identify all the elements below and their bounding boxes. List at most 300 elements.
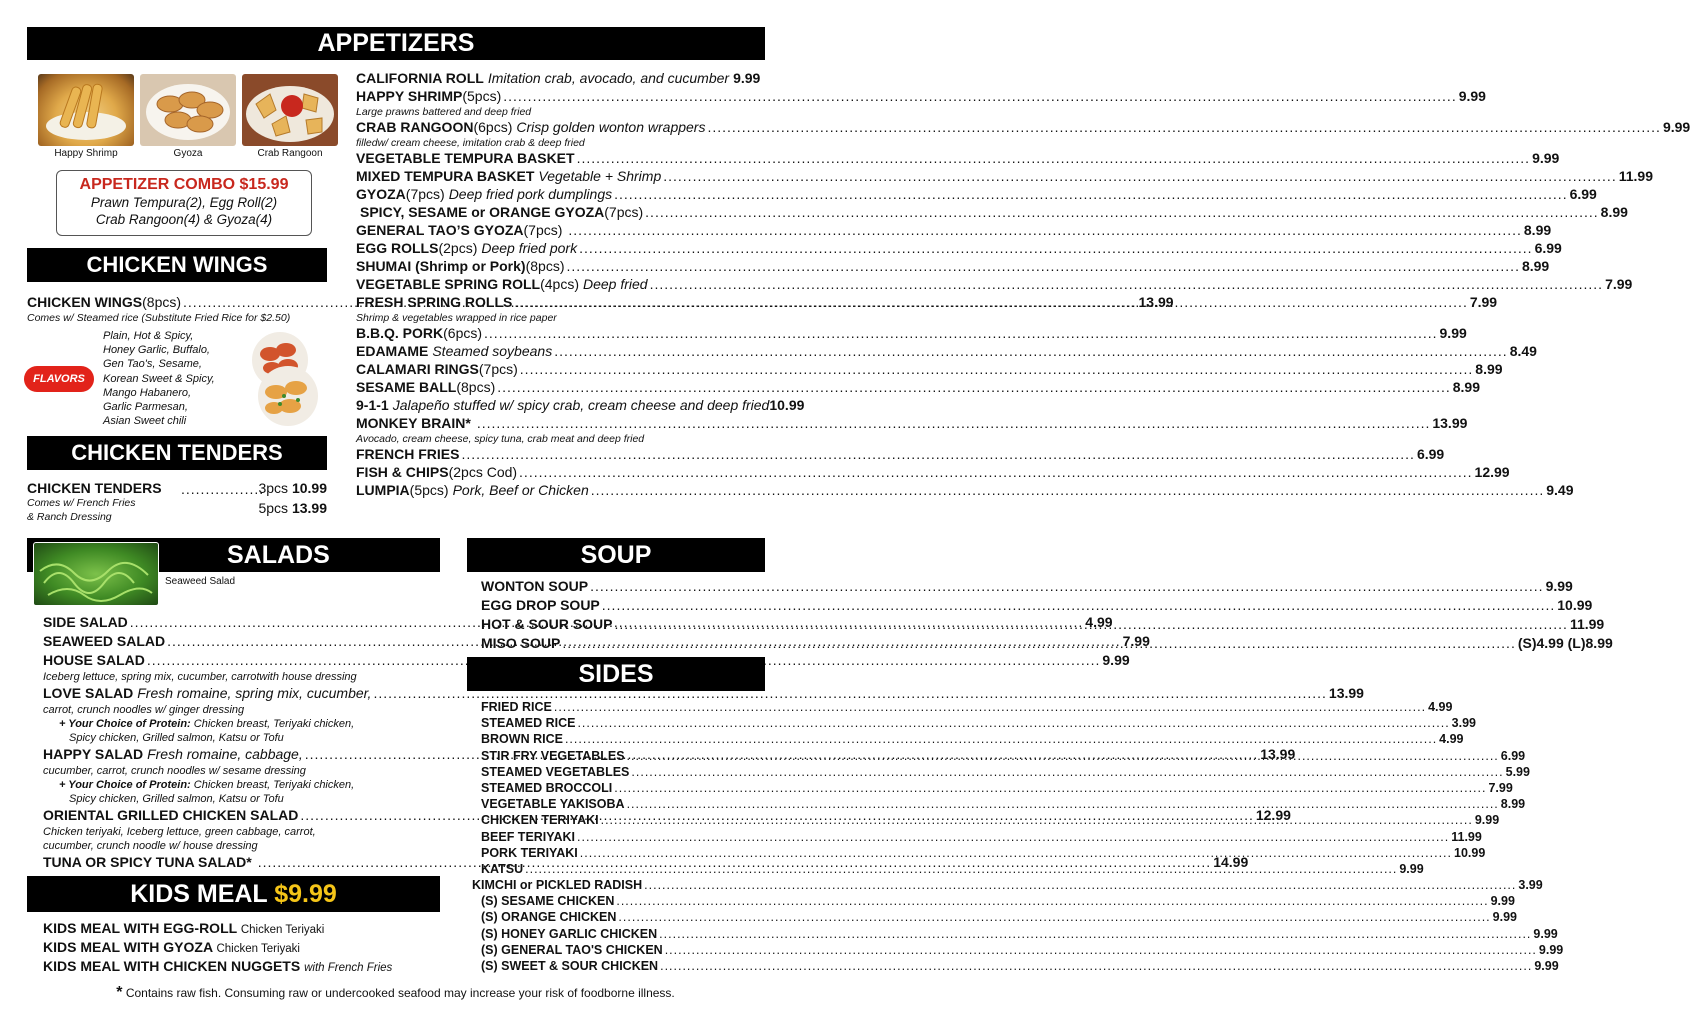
item-name bbox=[356, 119, 512, 135]
item-name-text: KATSU bbox=[481, 861, 524, 876]
item-name-text: CALIFORNIA ROLL bbox=[356, 70, 484, 86]
dot-leader bbox=[707, 119, 1660, 135]
menu-item-row bbox=[467, 764, 1530, 781]
item-name bbox=[356, 361, 518, 377]
item-price: 4.99 bbox=[1439, 732, 1464, 747]
item-name-text: SIDE SALAD bbox=[43, 614, 128, 630]
appetizers-banner bbox=[27, 27, 765, 60]
item-quantity: (6pcs) bbox=[443, 325, 483, 341]
dot-leader bbox=[577, 150, 1530, 166]
item-price: 6.99 bbox=[1416, 446, 1445, 462]
item-name-text: CALAMARI RINGS bbox=[356, 361, 479, 377]
gyoza-caption: Gyoza bbox=[173, 148, 203, 159]
item-name-text: HOT & SOUR SOUP bbox=[481, 616, 613, 632]
item-price: 7.99 bbox=[1122, 633, 1150, 649]
item-subtext: Shrimp & vegetables wrapped in rice paper bbox=[356, 312, 557, 324]
item-price: 9.99 bbox=[1399, 861, 1424, 876]
wings-qty: (8pcs) bbox=[142, 294, 182, 310]
item-name bbox=[43, 746, 143, 762]
item-quantity: (5pcs) bbox=[462, 88, 502, 104]
item-name-text: LUMPIA bbox=[356, 482, 410, 498]
kids-meal-item bbox=[43, 920, 443, 939]
item-description: Fresh romaine, cabbage, bbox=[147, 746, 303, 762]
item-price: 9.99 bbox=[733, 70, 761, 86]
item-name-text: (S) SWEET & SOUR CHICKEN bbox=[481, 959, 659, 973]
dot-leader bbox=[627, 749, 1499, 763]
item-name-text: TUNA OR SPICY TUNA SALAD* bbox=[43, 854, 252, 870]
menu-item-row bbox=[43, 685, 1364, 703]
protein-choice-line bbox=[43, 717, 433, 731]
protein-label: + Your Choice of Protein: bbox=[59, 779, 191, 791]
salad-description: cucumber, crunch noodle w/ house dressing bbox=[43, 840, 258, 852]
protein-choice-line bbox=[43, 731, 433, 745]
flavor-option: Plain, Hot & Spicy, bbox=[103, 330, 194, 342]
salad-description: cucumber, carrot, crunch noodles w/ sesame dressing bbox=[43, 765, 306, 777]
protein-choice-line bbox=[43, 792, 433, 806]
item-price: 10.99 bbox=[1557, 597, 1593, 613]
item-name bbox=[481, 616, 612, 632]
item-description: Vegetable + Shrimp bbox=[538, 168, 662, 184]
item-name bbox=[481, 862, 523, 876]
item-name-text: EGG DROP SOUP bbox=[481, 597, 600, 613]
item-name bbox=[481, 732, 563, 746]
dot-leader bbox=[461, 446, 1414, 462]
menu-item-row bbox=[356, 464, 1510, 482]
item-name bbox=[481, 959, 658, 973]
sides-title: SIDES bbox=[578, 660, 654, 688]
dot-leader bbox=[644, 878, 1516, 892]
dot-leader bbox=[519, 464, 1472, 480]
item-name-text: SESAME BALL bbox=[356, 379, 457, 395]
item-name bbox=[356, 379, 495, 395]
dot-leader bbox=[497, 379, 1450, 395]
tenders-option-5pcs bbox=[258, 500, 327, 516]
item-price: 6.99 bbox=[1500, 748, 1526, 763]
item-price: 7.99 bbox=[1488, 780, 1513, 795]
item-name bbox=[360, 204, 643, 220]
dot-leader bbox=[577, 830, 1449, 844]
item-price: 5.99 bbox=[1505, 764, 1530, 779]
item-name-text: 9-1-1 bbox=[356, 397, 389, 413]
dot-leader bbox=[484, 325, 1437, 341]
item-price: 8.99 bbox=[1600, 204, 1628, 220]
item-name bbox=[481, 716, 575, 730]
raw-fish-disclaimer bbox=[0, 984, 791, 1002]
item-quantity: (2pcs) bbox=[438, 240, 478, 256]
menu-item-row bbox=[356, 119, 1690, 137]
happy-shrimp-caption: Happy Shrimp bbox=[54, 148, 118, 159]
item-price: 14.99 bbox=[1213, 854, 1249, 870]
item-name bbox=[481, 765, 629, 779]
item-name bbox=[481, 635, 560, 651]
menu-item-row bbox=[356, 222, 1552, 240]
item-quantity: (7pcs) bbox=[405, 186, 445, 202]
item-description: Pork, Beef or Chicken bbox=[452, 482, 589, 498]
item-price: 9.99 bbox=[1662, 119, 1690, 135]
dot-leader bbox=[650, 276, 1603, 292]
item-price: 11.99 bbox=[1618, 168, 1653, 184]
flavor-option: Garlic Parmesan, bbox=[103, 401, 188, 414]
menu-item-row bbox=[467, 878, 1543, 894]
soup-banner bbox=[467, 538, 765, 572]
dot-leader bbox=[627, 797, 1499, 811]
menu-item-row bbox=[356, 186, 1597, 204]
item-price: 9.99 bbox=[1533, 926, 1558, 941]
item-price: 11.99 bbox=[1569, 616, 1605, 632]
item-name bbox=[43, 854, 252, 870]
dot-leader bbox=[566, 258, 1519, 274]
kids-meal-note: Chicken Teriyaki bbox=[240, 924, 325, 936]
item-description: Deep fried bbox=[583, 276, 648, 292]
item-name bbox=[481, 578, 588, 594]
kids-meal-name: KIDS MEAL WITH CHICKEN NUGGETS bbox=[43, 958, 301, 974]
item-name bbox=[481, 813, 599, 827]
item-name-text: VEGETABLE YAKISOBA bbox=[481, 797, 625, 812]
item-name-text: STEAMED VEGETABLES bbox=[481, 764, 630, 779]
item-description: Fresh romaine, spring mix, cucumber, bbox=[137, 685, 372, 701]
item-description: Imitation crab, avocado, and cucumber bbox=[487, 70, 730, 86]
item-name-text: FISH & CHIPS bbox=[356, 464, 449, 480]
item-quantity: (8pcs) bbox=[525, 258, 565, 274]
dot-leader bbox=[614, 186, 1567, 202]
menu-item-row bbox=[356, 168, 1653, 186]
item-name-text: SHUMAI (Shrimp or Pork) bbox=[356, 258, 526, 274]
item-name-text: FRIED RICE bbox=[481, 700, 552, 714]
item-price: 13.99 bbox=[1432, 415, 1468, 431]
chili-pepper-icon bbox=[471, 420, 476, 428]
menu-item-row bbox=[356, 70, 761, 88]
item-price: 9.99 bbox=[1538, 942, 1564, 957]
flavor-option: Korean Sweet & Spicy, bbox=[103, 372, 215, 385]
seaweed-salad-photo bbox=[33, 542, 159, 606]
tenders-option-3pcs bbox=[258, 480, 327, 496]
item-price: 9.99 bbox=[1458, 88, 1486, 104]
menu-item-row bbox=[43, 652, 1130, 670]
item-description: Steamed soybeans bbox=[432, 343, 553, 359]
gyoza-icon bbox=[140, 74, 236, 146]
item-name-text: GENERAL TAO’S GYOZA bbox=[356, 222, 524, 238]
item-price: 9.99 bbox=[1474, 813, 1500, 828]
item-price: 4.99 bbox=[1085, 614, 1113, 630]
chicken-wings-banner bbox=[27, 248, 327, 282]
item-name bbox=[481, 846, 578, 860]
item-price: 3.99 bbox=[1518, 878, 1543, 893]
menu-item-row bbox=[481, 578, 1573, 597]
item-name bbox=[472, 878, 642, 892]
item-name bbox=[356, 186, 445, 202]
dot-leader bbox=[614, 616, 1567, 632]
flavor-list bbox=[103, 329, 228, 428]
dot-leader bbox=[577, 716, 1449, 730]
item-description: Deep fried pork dumplings bbox=[448, 186, 613, 202]
item-name-text: (S) SESAME CHICKEN bbox=[481, 894, 615, 909]
dot-leader bbox=[591, 482, 1544, 498]
item-quantity: (7pcs) bbox=[478, 361, 518, 377]
item-name bbox=[481, 894, 614, 908]
item-description: Deep fried pork bbox=[481, 240, 578, 256]
item-price: 13.99 bbox=[1260, 746, 1296, 762]
item-name bbox=[43, 614, 128, 630]
item-name bbox=[481, 927, 657, 941]
kids-meal-price: $9.99 bbox=[274, 880, 337, 908]
menu-item-row bbox=[467, 894, 1515, 910]
crab-rangoon-icon bbox=[242, 74, 338, 146]
tenders-5pcs-price: 13.99 bbox=[291, 500, 327, 516]
item-price: 9.99 bbox=[1102, 652, 1130, 668]
item-name bbox=[481, 830, 575, 844]
protein-options: Chicken breast, Teriyaki chicken, bbox=[193, 718, 355, 730]
flavors-badge-label: FLAVORS bbox=[33, 373, 85, 385]
tempura-shrimp-icon bbox=[38, 74, 134, 146]
item-price: 9.99 bbox=[1545, 578, 1573, 594]
chili-pepper-icon bbox=[251, 859, 256, 867]
dot-leader bbox=[659, 927, 1531, 941]
dot-leader bbox=[614, 781, 1486, 795]
wings-price: 13.99 bbox=[1138, 294, 1174, 310]
salad-description: Chicken teriyaki, Iceberg lettuce, green cabbage, carrot, bbox=[43, 826, 316, 838]
appetizer-list bbox=[356, 70, 1690, 500]
item-price: 6.99 bbox=[1569, 186, 1597, 202]
flavor-option: Mango Habanero, bbox=[103, 386, 192, 399]
item-price: 9.49 bbox=[1546, 482, 1574, 498]
item-price: 3.99 bbox=[1451, 716, 1477, 731]
menu-item-row bbox=[467, 910, 1517, 926]
soup-title: SOUP bbox=[580, 541, 652, 569]
wings-note: Comes w/ Steamed rice (Substitute Fried Rice for $2.50) bbox=[27, 312, 291, 324]
item-quantity: (2pcs Cod) bbox=[448, 464, 518, 480]
dot-leader bbox=[568, 222, 1521, 238]
menu-item-row bbox=[467, 780, 1513, 797]
item-price: 8.99 bbox=[1452, 379, 1480, 395]
protein-options: Chicken breast, Teriyaki chicken, bbox=[193, 779, 355, 791]
item-name bbox=[481, 597, 600, 613]
crab-rangoon-caption: Crab Rangoon bbox=[257, 148, 323, 159]
item-quantity: (4pcs) bbox=[540, 276, 579, 292]
menu-item-row bbox=[481, 597, 1593, 616]
item-price: 9.99 bbox=[1490, 894, 1515, 909]
gyoza-photo bbox=[140, 74, 236, 146]
menu-item-row bbox=[467, 797, 1526, 813]
dot-leader bbox=[520, 361, 1473, 377]
item-description: Jalapeño stuffed w/ spicy crab, cream cheese and deep fried bbox=[392, 397, 770, 413]
chicken-wings-title: CHICKEN WINGS bbox=[86, 252, 268, 277]
disclaimer-asterisk: * bbox=[116, 984, 123, 1001]
item-name bbox=[481, 943, 663, 957]
combo-title: APPETIZER COMBO bbox=[79, 176, 236, 193]
item-name bbox=[356, 150, 575, 166]
item-name bbox=[481, 749, 625, 763]
menu-item-row bbox=[356, 240, 1562, 258]
flavor-option: Honey Garlic, Buffalo, bbox=[103, 344, 210, 357]
dot-leader bbox=[477, 415, 1430, 431]
chili-pepper-icon bbox=[562, 227, 567, 235]
item-name-text: WONTON SOUP bbox=[481, 578, 589, 594]
item-name bbox=[481, 781, 612, 795]
item-price: 8.99 bbox=[1521, 258, 1550, 274]
dot-leader bbox=[616, 894, 1488, 908]
item-price: 8.99 bbox=[1500, 797, 1526, 812]
menu-item-row bbox=[356, 415, 1468, 433]
item-price: 9.99 bbox=[1532, 150, 1560, 166]
happy-shrimp-photo bbox=[38, 74, 134, 146]
item-price: 11.99 bbox=[1451, 829, 1482, 844]
sides-banner bbox=[467, 657, 765, 691]
menu-item-row bbox=[467, 959, 1559, 975]
kids-meal-banner bbox=[27, 876, 440, 912]
item-name bbox=[356, 88, 501, 104]
item-quantity: (7pcs) bbox=[523, 222, 563, 238]
item-name-text: KIMCHI or PICKLED RADISH bbox=[472, 878, 643, 893]
dot-leader bbox=[554, 343, 1507, 359]
menu-item-row bbox=[356, 88, 1486, 106]
protein-options: Spicy chicken, Grilled salmon, Katsu or Tofu bbox=[69, 732, 284, 744]
item-price: (S)4.99 (L)8.99 bbox=[1517, 635, 1613, 651]
item-name bbox=[481, 700, 552, 714]
menu-item-row bbox=[467, 716, 1477, 732]
kids-meal-note: with French Fries bbox=[304, 962, 393, 974]
item-name-text: EDAMAME bbox=[356, 343, 429, 359]
kids-meal-item bbox=[43, 958, 443, 977]
dot-leader bbox=[665, 943, 1537, 957]
combo-line-2: Crab Rangoon(4) & Gyoza(4) bbox=[95, 212, 273, 227]
protein-options: Spicy chicken, Grilled salmon, Katsu or Tofu bbox=[69, 793, 284, 805]
item-name bbox=[356, 415, 471, 431]
dot-leader bbox=[645, 204, 1598, 220]
item-name bbox=[43, 685, 133, 701]
kids-meal-note: Chicken Teriyaki bbox=[216, 943, 300, 955]
menu-item-row bbox=[356, 397, 805, 415]
item-price: 12.99 bbox=[1255, 807, 1291, 823]
item-name-text: VEGETABLE TEMPURA BASKET bbox=[356, 150, 575, 166]
item-subtext: Large prawns battered and deep fried bbox=[356, 106, 532, 118]
menu-item-row bbox=[356, 343, 1537, 361]
menu-item-row bbox=[467, 700, 1453, 716]
item-name-text: FRESH SPRING ROLLS bbox=[356, 294, 513, 310]
item-description: Crisp golden wonton wrappers bbox=[516, 119, 706, 135]
item-name-text: (S) HONEY GARLIC CHICKEN bbox=[481, 926, 658, 941]
item-name bbox=[43, 807, 298, 823]
kids-meal-name: KIDS MEAL WITH EGG-ROLL bbox=[43, 920, 237, 936]
item-price: 13.99 bbox=[1328, 685, 1364, 701]
menu-item-row bbox=[467, 942, 1564, 959]
item-price: 4.99 bbox=[1428, 700, 1453, 714]
item-name bbox=[356, 276, 579, 292]
menu-item-row bbox=[356, 325, 1467, 343]
dot-leader bbox=[590, 578, 1543, 594]
item-price: 10.99 bbox=[1454, 845, 1486, 860]
dot-leader bbox=[503, 88, 1456, 104]
item-name-text: BEEF TERIYAKI bbox=[481, 829, 576, 844]
item-name bbox=[356, 258, 564, 274]
dot-leader bbox=[562, 635, 1515, 651]
item-name bbox=[356, 222, 562, 238]
dot-leader bbox=[580, 846, 1452, 860]
combo-price: $15.99 bbox=[239, 176, 289, 193]
item-name-text: MONKEY BRAIN* bbox=[356, 415, 471, 431]
menu-item-row bbox=[356, 482, 1574, 500]
flavor-option: Gen Tao's, Sesame, bbox=[103, 358, 202, 371]
tenders-name: CHICKEN TENDERS bbox=[27, 480, 162, 496]
combo-line-1: Prawn Tempura(2), Egg Roll(2) bbox=[90, 195, 278, 210]
item-quantity: (5pcs) bbox=[409, 482, 449, 498]
item-name-text: BROWN RICE bbox=[481, 732, 563, 747]
item-price: 8.99 bbox=[1523, 222, 1552, 238]
protein-choice-line bbox=[43, 778, 433, 792]
item-name bbox=[356, 325, 482, 341]
item-price: 8.99 bbox=[1475, 361, 1503, 377]
dot-leader bbox=[601, 813, 1473, 827]
kids-meal-list bbox=[43, 920, 443, 977]
item-name bbox=[481, 797, 625, 811]
chili-pepper-icon bbox=[467, 881, 472, 889]
item-price: 6.99 bbox=[1534, 240, 1562, 256]
menu-item-row bbox=[356, 276, 1633, 294]
chicken-wings-photo bbox=[226, 330, 330, 426]
item-name-text: VEGETABLE SPRING ROLL bbox=[356, 276, 541, 292]
dot-leader bbox=[602, 597, 1555, 613]
item-name-text: CRAB RANGOON bbox=[356, 119, 474, 135]
item-name-text: MISO SOUP bbox=[481, 635, 561, 651]
item-name-text: PORK TERIYAKI bbox=[481, 845, 578, 860]
appetizer-combo-box bbox=[56, 170, 312, 236]
tenders-note-1: Comes w/ French Fries bbox=[27, 497, 136, 509]
kids-meal-title: KIDS MEAL bbox=[130, 880, 268, 908]
dot-leader bbox=[618, 910, 1490, 924]
item-price: 7.99 bbox=[1469, 294, 1498, 310]
chicken-wings-icon bbox=[226, 330, 330, 426]
salad-description: Iceberg lettuce, spring mix, cucumber, carrotwith house dressing bbox=[43, 671, 357, 683]
item-name-text: GYOZA bbox=[356, 186, 406, 202]
item-name-text: (S) ORANGE CHICKEN bbox=[481, 910, 617, 925]
tenders-note-2: & Ranch Dressing bbox=[27, 511, 112, 523]
flavors-badge bbox=[24, 366, 94, 392]
dot-leader: ................. bbox=[181, 481, 265, 497]
item-name-text: SEAWEED SALAD bbox=[43, 633, 166, 649]
wings-name: CHICKEN WINGS bbox=[27, 294, 143, 310]
kids-meal-item bbox=[43, 939, 443, 958]
item-price: 10.99 bbox=[769, 397, 805, 413]
menu-item-row bbox=[356, 446, 1445, 464]
dot-leader bbox=[183, 294, 1136, 310]
item-name-text: FRENCH FRIES bbox=[356, 446, 460, 462]
dot-leader bbox=[525, 862, 1397, 876]
item-name-text: EGG ROLLS bbox=[356, 240, 439, 256]
item-name-text: SPICY, SESAME or ORANGE GYOZA bbox=[360, 204, 605, 220]
item-name bbox=[43, 652, 145, 668]
chicken-tenders-banner bbox=[27, 436, 327, 470]
item-name-text: STEAMED BROCCOLI bbox=[481, 780, 613, 795]
salads-title: SALADS bbox=[227, 541, 330, 569]
item-name-text: (S) GENERAL TAO'S CHICKEN bbox=[481, 942, 663, 957]
tenders-3pcs-price: 10.99 bbox=[291, 480, 327, 496]
item-name bbox=[356, 70, 484, 86]
dot-leader bbox=[565, 732, 1437, 746]
item-name-text: B.B.Q. PORK bbox=[356, 325, 444, 341]
item-price: 12.99 bbox=[1474, 464, 1510, 480]
item-quantity: (7pcs) bbox=[604, 204, 644, 220]
item-name-text: ORIENTAL GRILLED CHICKEN SALAD bbox=[43, 807, 299, 823]
appetizers-title: APPETIZERS bbox=[317, 29, 475, 57]
item-quantity: (6pcs) bbox=[473, 119, 513, 135]
item-name-text: STIR FRY VEGETABLES bbox=[481, 748, 625, 763]
tenders-5pcs-qty: 5pcs bbox=[258, 500, 289, 516]
item-name bbox=[356, 464, 517, 480]
item-name bbox=[481, 910, 616, 924]
item-name-text: HAPPY SALAD bbox=[43, 746, 144, 762]
dot-leader bbox=[631, 765, 1503, 779]
salad-description: carrot, crunch noodles w/ ginger dressing bbox=[43, 704, 245, 716]
item-price: 9.99 bbox=[1492, 910, 1517, 925]
